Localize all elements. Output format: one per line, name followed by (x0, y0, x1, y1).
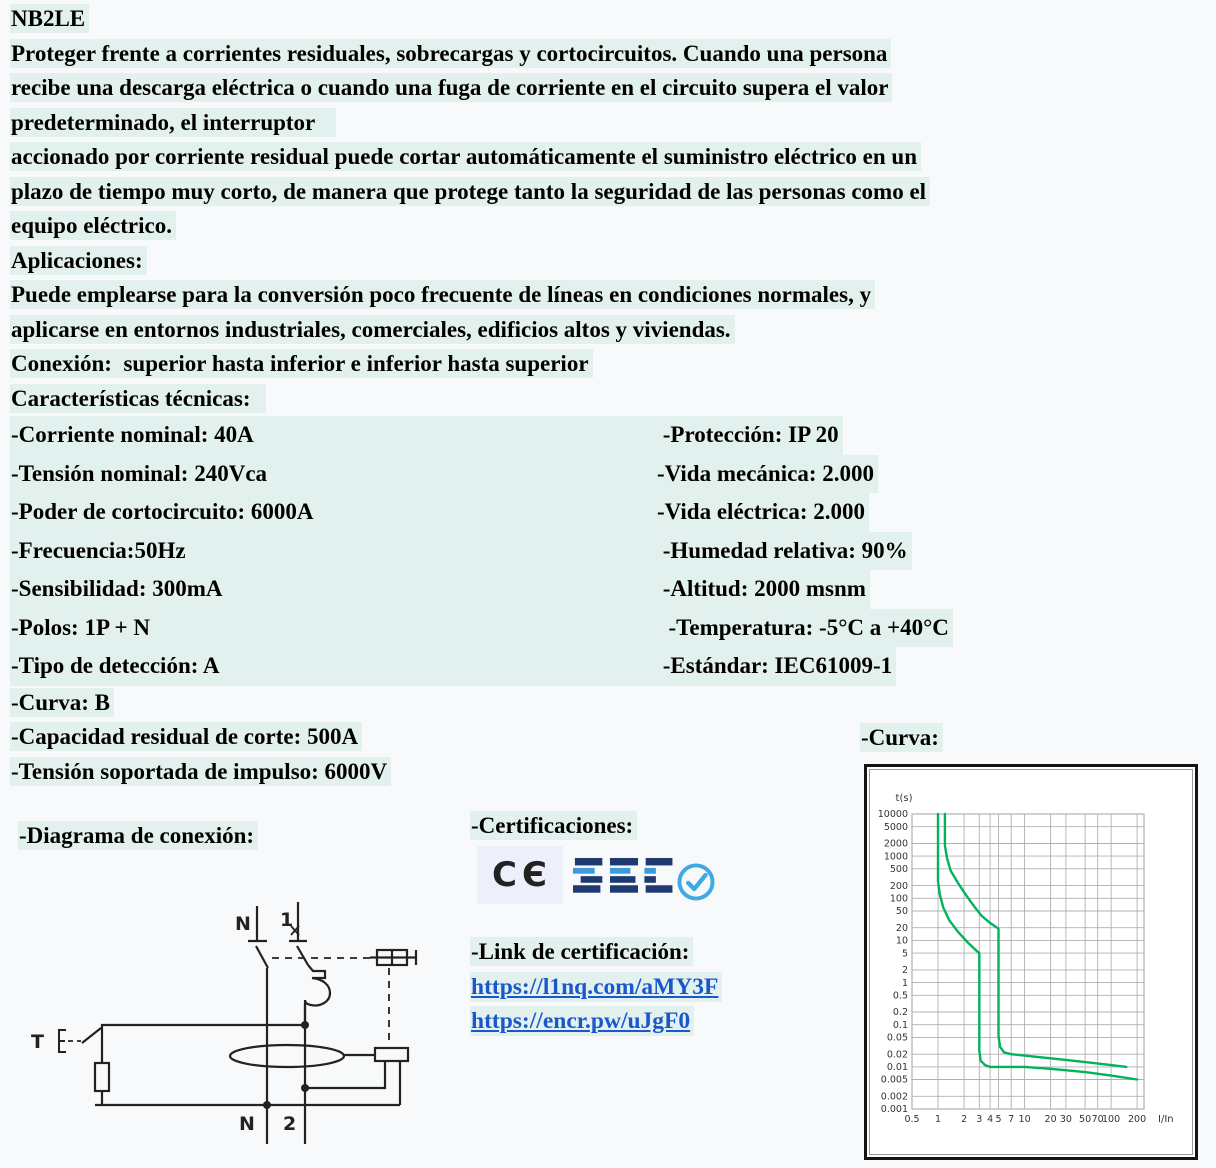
certification-link-1[interactable]: https://l1nq.com/aMY3F (471, 974, 719, 1000)
svg-text:5: 5 (901, 948, 908, 960)
junction-dots (263, 1021, 309, 1109)
sec-letter-e (610, 858, 638, 893)
svg-text:t(s): t(s) (895, 793, 913, 804)
svg-text:1: 1 (934, 1114, 942, 1125)
curve-section-label: -Curva: (860, 723, 943, 752)
spec-right: -Vida eléctrica: 2.000 (657, 499, 865, 524)
spec-row (10, 570, 1212, 609)
svg-text:30: 30 (1059, 1114, 1072, 1125)
svg-text:100: 100 (889, 893, 908, 905)
spec-right: -Humedad relativa: 90% (657, 537, 908, 563)
label-n-bottom: N (239, 1113, 255, 1135)
curve-chart-svg (870, 770, 1192, 1154)
spec-row (10, 647, 1212, 686)
svg-text:200: 200 (889, 880, 908, 892)
ce-mark-logo (477, 846, 563, 904)
sec-letter-c (644, 858, 672, 893)
switch-blade-1 (297, 946, 308, 965)
svg-text:0.001: 0.001 (880, 1104, 908, 1116)
tech-heading: Características técnicas: (10, 384, 266, 413)
svg-text:2: 2 (901, 965, 908, 977)
spec-single: -Curva: B (10, 688, 114, 717)
test-wire-top (102, 1025, 303, 1030)
connection-diagram (25, 878, 445, 1168)
svg-text:200: 200 (1128, 1114, 1147, 1125)
spec-row (10, 416, 1212, 455)
svg-text:20: 20 (1044, 1114, 1057, 1125)
spec-left: -Polos: 1P + N (11, 614, 150, 640)
trip-coil (305, 965, 330, 1026)
description-line: Puede emplearse para la conversión poco frecuente de líneas en condiciones normales, y (10, 280, 875, 309)
svg-text:0.5: 0.5 (892, 990, 908, 1002)
spec-left: -Tensión nominal: 240Vca (11, 460, 268, 486)
certification-link-label: -Link de certificación: (470, 937, 693, 966)
toroid-transformer (230, 1045, 344, 1067)
spec-row (10, 493, 1212, 532)
svg-text:7: 7 (1008, 1114, 1015, 1125)
spec-single: -Tensión soportada de impulso: 6000V (10, 757, 391, 786)
spec-left: -Corriente nominal: 40A (11, 422, 254, 447)
svg-text:I/In: I/In (1158, 1114, 1174, 1125)
spec-right: -Estándar: IEC61009-1 (657, 653, 893, 678)
description-line: equipo eléctrico. (10, 211, 176, 240)
spec-left: -Poder de cortocircuito: 6000A (11, 499, 314, 524)
test-resistor (95, 1063, 109, 1091)
svg-text:4: 4 (987, 1114, 994, 1125)
svg-text:0.05: 0.05 (886, 1032, 908, 1044)
spec-single: -Capacidad residual de corte: 500A (10, 722, 362, 751)
spec-left: -Sensibilidad: 300mA (11, 576, 223, 601)
spec-row (10, 609, 1212, 648)
product-description (10, 2, 1212, 789)
svg-text:1: 1 (901, 977, 908, 989)
svg-text:3: 3 (976, 1114, 983, 1125)
description-line: recibe una descarga eléctrica o cuando una fuga de corriente en el circuito supera el valor (10, 73, 892, 102)
title-line (10, 2, 1212, 37)
applications-heading: Aplicaciones: (10, 246, 147, 275)
svg-text:70: 70 (1091, 1114, 1104, 1125)
sec-logo (573, 858, 675, 896)
svg-text:0.02: 0.02 (886, 1049, 908, 1061)
product-title: NB2LE (10, 4, 89, 33)
chart-frame (869, 769, 1193, 1155)
label-2-bottom: 2 (283, 1113, 297, 1135)
svg-text:0.2: 0.2 (892, 1007, 908, 1019)
spec-right: -Protección: IP 20 (657, 422, 839, 447)
trip-curve-chart (864, 764, 1198, 1160)
description-line: plazo de tiempo muy corto, de manera que protege tanto la seguridad de las personas como el (10, 177, 930, 206)
trip-relay (375, 1048, 408, 1061)
connection-line: Conexión: superior hasta inferior e inferior hasta superior (10, 349, 593, 378)
description-line: predeterminado, el interruptor (10, 108, 336, 137)
spec-left: -Frecuencia:50Hz (11, 537, 186, 563)
label-1-top: 1 (280, 909, 294, 931)
svg-text:10: 10 (1018, 1114, 1031, 1125)
svg-text:10: 10 (895, 935, 908, 947)
svg-text:5000: 5000 (883, 821, 908, 833)
svg-text:0.01: 0.01 (886, 1062, 908, 1074)
certification-links (470, 970, 722, 1038)
spec-right: -Vida mecánica: 2.000 (657, 460, 874, 486)
svg-text:2: 2 (961, 1114, 968, 1125)
label-n-top: N (235, 913, 251, 935)
sec-letter-s (573, 858, 602, 893)
svg-text:50: 50 (895, 906, 908, 918)
svg-text:1000: 1000 (883, 851, 908, 863)
spec-row (10, 532, 1212, 571)
label-test: T (31, 1031, 44, 1053)
certification-link-2[interactable]: https://encr.pw/uJgF0 (471, 1008, 691, 1034)
test-switch-blade (82, 1028, 101, 1043)
spec-right: -Altitud: 2000 msnm (657, 576, 866, 601)
svg-text:500: 500 (889, 864, 908, 875)
spec-left: -Tipo de detección: A (11, 653, 220, 678)
test-electrode (59, 1030, 66, 1052)
svg-text:0.1: 0.1 (892, 1019, 908, 1031)
description-line: aplicarse en entornos industriales, comerciales, edificios altos y viviendas. (10, 315, 735, 344)
diagram-section-label: -Diagrama de conexión: (18, 821, 258, 850)
svg-text:0.002: 0.002 (880, 1091, 908, 1103)
svg-text:0.5: 0.5 (904, 1114, 920, 1125)
description-line: Proteger frente a corrientes residuales, sobrecargas y cortocircuitos. Cuando una persona (10, 39, 891, 68)
svg-text:5: 5 (995, 1114, 1002, 1125)
sec-check-icon (676, 862, 716, 902)
svg-text:50: 50 (1079, 1114, 1092, 1125)
spec-row (10, 455, 1212, 494)
switch-blade-n (256, 946, 268, 968)
svg-text:10000: 10000 (877, 809, 908, 821)
spec-right: -Temperatura: -5°C a +40°C (657, 614, 949, 640)
certifications-label: -Certificaciones: (470, 811, 637, 840)
svg-text:20: 20 (895, 922, 908, 934)
svg-text:2000: 2000 (883, 838, 908, 850)
ce-mark-text: CЄ (492, 855, 552, 895)
svg-text:100: 100 (1102, 1114, 1121, 1125)
description-line: accionado por corriente residual puede cortar automáticamente el suministro eléctrico en un (10, 142, 921, 171)
svg-text:0.005: 0.005 (880, 1074, 908, 1086)
